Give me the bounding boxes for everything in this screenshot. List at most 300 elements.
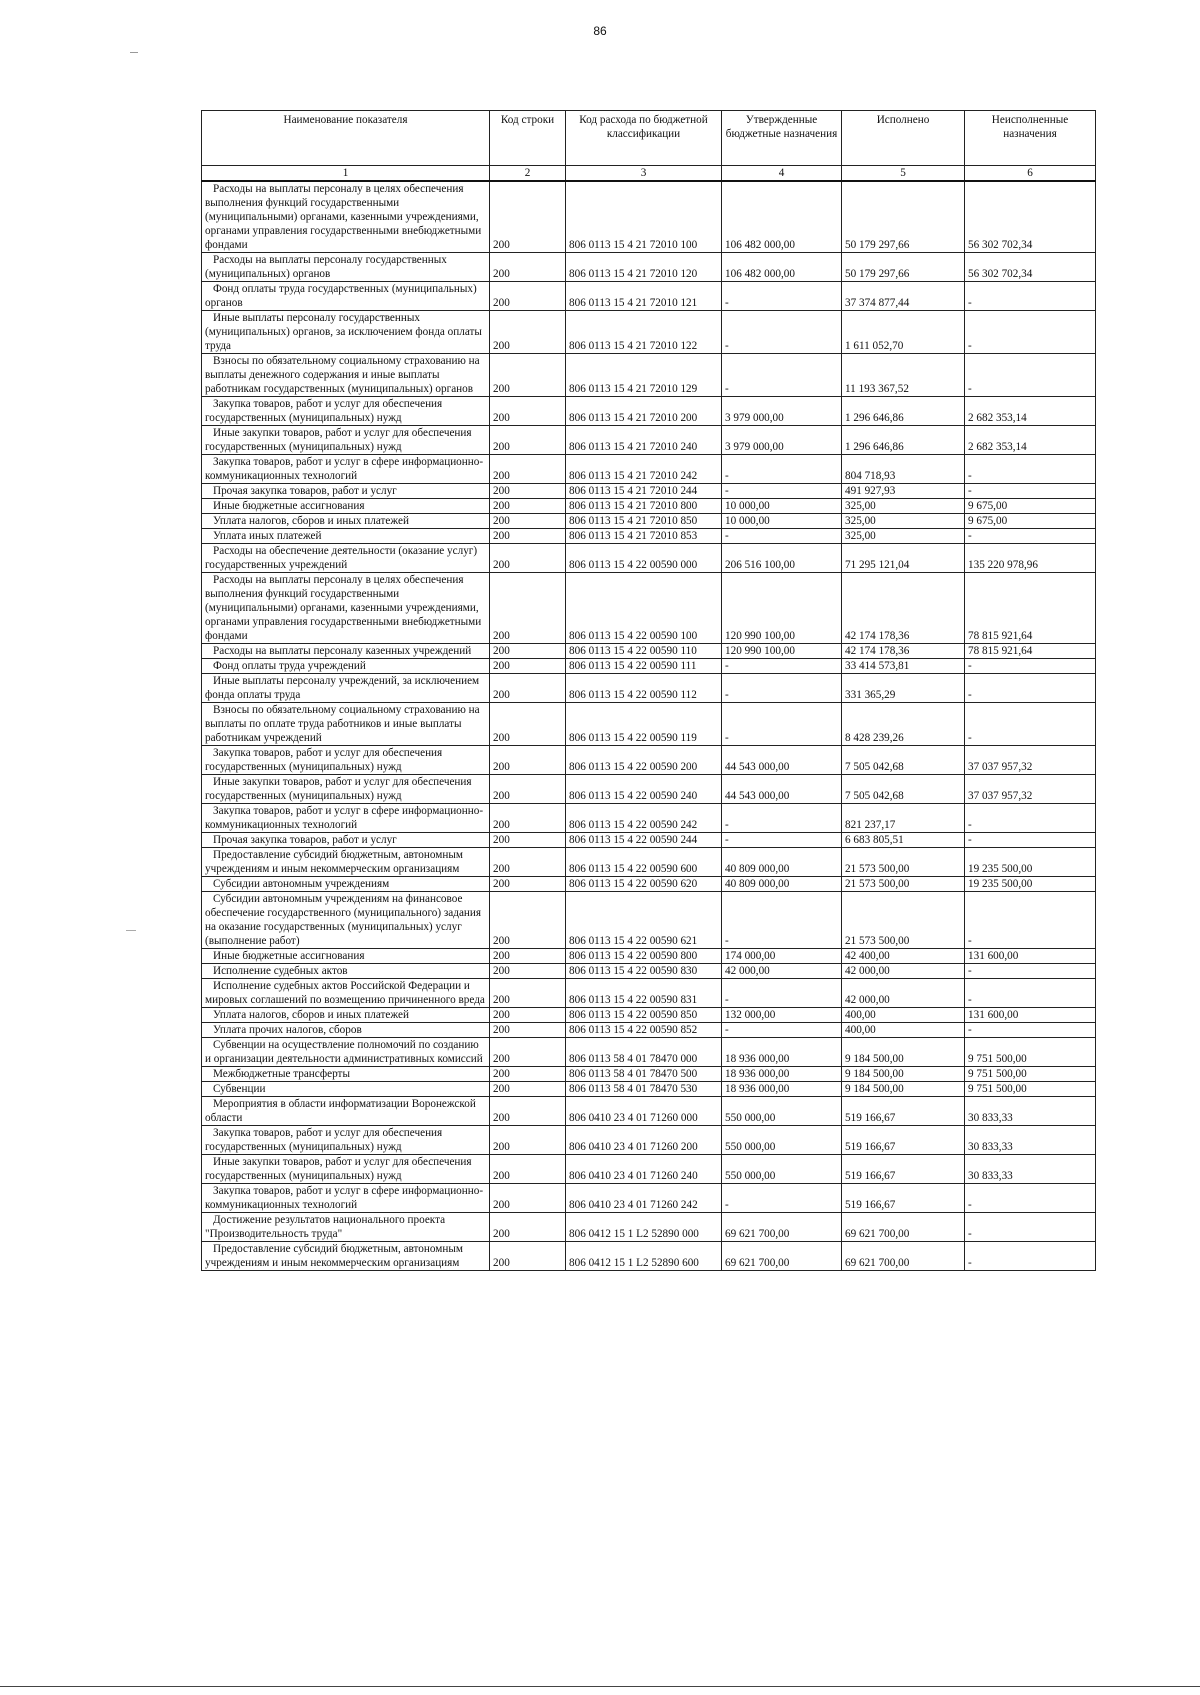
header-indicator-name: Наименование показателя [202,111,490,166]
budget-code: 806 0410 23 4 01 71260 200 [566,1126,722,1155]
indicator-name [202,573,490,644]
unexecuted-amount: 37 037 957,32 [965,746,1096,775]
page-bottom-rule [0,1686,1200,1687]
line-code: 200 [490,804,566,833]
line-code: 200 [490,1184,566,1213]
executed-amount: 21 573 500,00 [842,848,965,877]
line-code: 200 [490,484,566,499]
indicator-name [202,1242,490,1271]
budget-code: 806 0113 15 4 22 00590 850 [566,1008,722,1023]
unexecuted-amount: - [965,484,1096,499]
approved-amount: 42 000,00 [722,964,842,979]
indicator-name [202,1097,490,1126]
table-row [202,703,1096,746]
budget-code: 806 0412 15 1 L2 52890 600 [566,1242,722,1271]
line-code: 200 [490,1008,566,1023]
unexecuted-amount: 19 235 500,00 [965,848,1096,877]
indicator-name [202,1008,490,1023]
table-row [202,979,1096,1008]
executed-amount: 69 621 700,00 [842,1213,965,1242]
budget-code: 806 0113 15 4 21 72010 244 [566,484,722,499]
table-row [202,1023,1096,1038]
unexecuted-amount: 30 833,33 [965,1097,1096,1126]
table-row [202,1155,1096,1184]
report-body [202,181,1096,1271]
indicator-name-text: Закупка товаров, работ и услуг в сфере информационно-коммуникационных технологий [205,1185,484,1211]
unexecuted-amount: - [965,674,1096,703]
approved-amount: - [722,311,842,354]
budget-code: 806 0410 23 4 01 71260 000 [566,1097,722,1126]
line-code: 200 [490,659,566,674]
approved-amount: - [722,833,842,848]
indicator-name [202,529,490,544]
indicator-name-text: Закупка товаров, работ и услуг в сфере информационно-коммуникационных технологий [205,805,484,831]
budget-code: 806 0113 15 4 21 72010 120 [566,253,722,282]
unexecuted-amount: 19 235 500,00 [965,877,1096,892]
indicator-name-text: Взносы по обязательному социальному страхованию на выплаты по оплате труда работников и иные выплаты работникам учреждений [205,704,480,744]
executed-amount: 9 184 500,00 [842,1082,965,1097]
indicator-name-text: Предоставление субсидий бюджетным, автономным учреждениям и иным некоммерческим организациям [205,1243,463,1269]
table-row [202,1038,1096,1067]
executed-amount: 325,00 [842,514,965,529]
unexecuted-amount: 9 751 500,00 [965,1082,1096,1097]
executed-amount: 519 166,67 [842,1097,965,1126]
indicator-name-text: Взносы по обязательному социальному страхованию на выплаты денежного содержания и иные выплаты работникам государственных (муниципальных) органов [205,355,480,395]
budget-code: 806 0113 15 4 21 72010 121 [566,282,722,311]
indicator-name [202,644,490,659]
line-code: 200 [490,1067,566,1082]
table-row [202,397,1096,426]
budget-code: 806 0113 15 4 22 00590 112 [566,674,722,703]
indicator-name [202,659,490,674]
approved-amount: 18 936 000,00 [722,1082,842,1097]
table-row [202,833,1096,848]
indicator-name [202,514,490,529]
indicator-name-text: Иные бюджетные ассигнования [213,950,365,962]
table-row [202,282,1096,311]
indicator-name-text: Иные выплаты персоналу государственных (муниципальных) органов, за исключением фонда оплаты труда [205,312,482,352]
indicator-name-text: Уплата прочих налогов, сборов [213,1024,362,1036]
indicator-name-text: Субсидии автономным учреждениям [213,878,390,890]
unexecuted-amount: - [965,311,1096,354]
budget-code: 806 0113 58 4 01 78470 000 [566,1038,722,1067]
table-row [202,775,1096,804]
header-unexecuted: Неисполненные назначения [965,111,1096,166]
indicator-name [202,848,490,877]
budget-code: 806 0412 15 1 L2 52890 000 [566,1213,722,1242]
header-budget-code: Код расхода по бюджетной классификации [566,111,722,166]
approved-amount: 44 543 000,00 [722,775,842,804]
indicator-name [202,181,490,253]
executed-amount: 804 718,93 [842,455,965,484]
approved-amount: - [722,1184,842,1213]
indicator-name-text: Исполнение судебных актов Российской Федерации и мировых соглашений по возмещению причиненного вреда [205,980,485,1006]
table-row [202,1097,1096,1126]
line-code: 200 [490,892,566,949]
line-code: 200 [490,1155,566,1184]
budget-code: 806 0113 15 4 21 72010 850 [566,514,722,529]
approved-amount: 174 000,00 [722,949,842,964]
budget-code: 806 0113 15 4 21 72010 853 [566,529,722,544]
executed-amount: 71 295 121,04 [842,544,965,573]
executed-amount: 7 505 042,68 [842,746,965,775]
approved-amount: 106 482 000,00 [722,253,842,282]
executed-amount: 50 179 297,66 [842,253,965,282]
column-number: 3 [566,166,722,182]
indicator-name [202,964,490,979]
indicator-name [202,354,490,397]
line-code: 200 [490,499,566,514]
indicator-name-text: Межбюджетные трансферты [213,1068,350,1080]
line-code: 200 [490,1242,566,1271]
approved-amount: 3 979 000,00 [722,397,842,426]
scan-mark [130,52,138,53]
executed-amount: 50 179 297,66 [842,181,965,253]
executed-amount: 33 414 573,81 [842,659,965,674]
budget-code: 806 0113 15 4 21 72010 242 [566,455,722,484]
indicator-name-text: Иные бюджетные ассигнования [213,500,365,512]
indicator-name-text: Закупка товаров, работ и услуг для обеспечения государственных (муниципальных) нужд [205,747,443,773]
approved-amount: 18 936 000,00 [722,1067,842,1082]
executed-amount: 42 174 178,36 [842,644,965,659]
executed-amount: 519 166,67 [842,1155,965,1184]
budget-code: 806 0113 15 4 21 72010 100 [566,181,722,253]
unexecuted-amount: 56 302 702,34 [965,253,1096,282]
unexecuted-amount: 37 037 957,32 [965,775,1096,804]
approved-amount: - [722,1023,842,1038]
line-code: 200 [490,703,566,746]
executed-amount: 9 184 500,00 [842,1038,965,1067]
indicator-name-text: Иные закупки товаров, работ и услуг для обеспечения государственных (муниципальных) нужд [205,1156,472,1182]
indicator-name [202,892,490,949]
indicator-name-text: Мероприятия в области информатизации Воронежской области [205,1098,476,1124]
approved-amount: - [722,979,842,1008]
line-code: 200 [490,426,566,455]
indicator-name [202,499,490,514]
unexecuted-amount: - [965,1023,1096,1038]
approved-amount: 106 482 000,00 [722,181,842,253]
table-row [202,1242,1096,1271]
indicator-name [202,544,490,573]
indicator-name-text: Расходы на выплаты персоналу государственных (муниципальных) органов [205,254,447,280]
unexecuted-amount: - [965,1184,1096,1213]
indicator-name-text: Исполнение судебных актов [213,965,348,977]
executed-amount: 6 683 805,51 [842,833,965,848]
approved-amount: 10 000,00 [722,499,842,514]
table-row [202,674,1096,703]
approved-amount: 550 000,00 [722,1097,842,1126]
budget-code: 806 0113 58 4 01 78470 530 [566,1082,722,1097]
indicator-name-text: Расходы на выплаты персоналу в целях обеспечения выполнения функций государственными (муниципальными) органами, казенными учреждениями, органами управления государственными внебюджетными фондами [205,574,482,642]
executed-amount: 325,00 [842,499,965,514]
unexecuted-amount: - [965,1213,1096,1242]
indicator-name [202,1213,490,1242]
executed-amount: 400,00 [842,1008,965,1023]
line-code: 200 [490,1097,566,1126]
executed-amount: 7 505 042,68 [842,775,965,804]
line-code: 200 [490,544,566,573]
executed-amount: 21 573 500,00 [842,877,965,892]
indicator-name-text: Расходы на выплаты персоналу в целях обеспечения выполнения функций государственными (муниципальными) органами, казенными учреждениями, органами управления государственными внебюджетными фондами [205,183,482,251]
table-row [202,644,1096,659]
table-row [202,253,1096,282]
budget-code: 806 0410 23 4 01 71260 242 [566,1184,722,1213]
budget-code: 806 0113 15 4 22 00590 620 [566,877,722,892]
indicator-name [202,1155,490,1184]
line-code: 200 [490,775,566,804]
unexecuted-amount: 78 815 921,64 [965,573,1096,644]
approved-amount: - [722,455,842,484]
table-row [202,354,1096,397]
budget-code: 806 0113 58 4 01 78470 500 [566,1067,722,1082]
column-number: 2 [490,166,566,182]
approved-amount: 550 000,00 [722,1155,842,1184]
indicator-name-text: Закупка товаров, работ и услуг для обеспечения государственных (муниципальных) нужд [205,1127,443,1153]
approved-amount: 132 000,00 [722,1008,842,1023]
indicator-name [202,804,490,833]
approved-amount: 40 809 000,00 [722,848,842,877]
table-row [202,1067,1096,1082]
budget-code: 806 0113 15 4 22 00590 831 [566,979,722,1008]
table-row [202,484,1096,499]
budget-code: 806 0113 15 4 22 00590 111 [566,659,722,674]
indicator-name-text: Субвенции [213,1083,266,1095]
executed-amount: 42 174 178,36 [842,573,965,644]
column-number: 6 [965,166,1096,182]
unexecuted-amount: 135 220 978,96 [965,544,1096,573]
line-code: 200 [490,397,566,426]
executed-amount: 42 000,00 [842,964,965,979]
page-number: 86 [593,24,607,38]
approved-amount: 69 621 700,00 [722,1242,842,1271]
indicator-name [202,1067,490,1082]
indicator-name [202,833,490,848]
unexecuted-amount: - [965,979,1096,1008]
table-row [202,529,1096,544]
approved-amount: - [722,703,842,746]
budget-code: 806 0113 15 4 22 00590 244 [566,833,722,848]
indicator-name [202,746,490,775]
approved-amount: - [722,892,842,949]
budget-code: 806 0113 15 4 21 72010 800 [566,499,722,514]
executed-amount: 1 296 646,86 [842,426,965,455]
line-code: 200 [490,1126,566,1155]
budget-report-table [201,110,1096,1271]
indicator-name [202,1126,490,1155]
unexecuted-amount: - [965,1242,1096,1271]
line-code: 200 [490,573,566,644]
unexecuted-amount: 9 675,00 [965,499,1096,514]
approved-amount: 3 979 000,00 [722,426,842,455]
unexecuted-amount: 30 833,33 [965,1155,1096,1184]
indicator-name [202,877,490,892]
line-code: 200 [490,746,566,775]
unexecuted-amount: - [965,455,1096,484]
executed-amount: 8 428 239,26 [842,703,965,746]
line-code: 200 [490,848,566,877]
indicator-name [202,949,490,964]
budget-code: 806 0113 15 4 22 00590 621 [566,892,722,949]
header-row [202,111,1096,166]
indicator-name [202,1184,490,1213]
table-row [202,1213,1096,1242]
table-row [202,1184,1096,1213]
table-row [202,848,1096,877]
indicator-name-text: Уплата налогов, сборов и иных платежей [213,1009,409,1021]
unexecuted-amount: 131 600,00 [965,1008,1096,1023]
budget-code: 806 0113 15 4 22 00590 852 [566,1023,722,1038]
indicator-name [202,1038,490,1067]
line-code: 200 [490,455,566,484]
indicator-name [202,426,490,455]
unexecuted-amount: - [965,703,1096,746]
budget-code: 806 0113 15 4 22 00590 240 [566,775,722,804]
approved-amount: 44 543 000,00 [722,746,842,775]
indicator-name-text: Субвенции на осуществление полномочий по созданию и организации деятельности административных комиссий [205,1039,483,1065]
unexecuted-amount: 78 815 921,64 [965,644,1096,659]
indicator-name [202,1023,490,1038]
line-code: 200 [490,1082,566,1097]
indicator-name [202,253,490,282]
table-row [202,181,1096,253]
unexecuted-amount: - [965,659,1096,674]
budget-code: 806 0113 15 4 22 00590 119 [566,703,722,746]
line-code: 200 [490,354,566,397]
column-number-row [202,166,1096,182]
unexecuted-amount: 56 302 702,34 [965,181,1096,253]
table-row [202,544,1096,573]
approved-amount: - [722,674,842,703]
indicator-name-text: Предоставление субсидий бюджетным, автономным учреждениям и иным некоммерческим организациям [205,849,463,875]
executed-amount: 491 927,93 [842,484,965,499]
budget-code: 806 0113 15 4 22 00590 800 [566,949,722,964]
executed-amount: 519 166,67 [842,1184,965,1213]
line-code: 200 [490,949,566,964]
unexecuted-amount: - [965,282,1096,311]
approved-amount: - [722,659,842,674]
indicator-name [202,455,490,484]
approved-amount: 206 516 100,00 [722,544,842,573]
unexecuted-amount: - [965,804,1096,833]
budget-code: 806 0113 15 4 21 72010 122 [566,311,722,354]
table-row [202,426,1096,455]
indicator-name-text: Иные закупки товаров, работ и услуг для обеспечения государственных (муниципальных) нужд [205,776,472,802]
line-code: 200 [490,833,566,848]
indicator-name-text: Достижение результатов национального проекта "Производительность труда" [205,1214,446,1240]
line-code: 200 [490,1023,566,1038]
executed-amount: 821 237,17 [842,804,965,833]
indicator-name [202,1082,490,1097]
executed-amount: 519 166,67 [842,1126,965,1155]
unexecuted-amount: - [965,892,1096,949]
table-row [202,499,1096,514]
line-code: 200 [490,964,566,979]
executed-amount: 331 365,29 [842,674,965,703]
indicator-name-text: Субсидии автономным учреждениям на финансовое обеспечение государственного (муниципального) задания на оказание государственных (муниципальных) услуг (выполнение работ) [205,893,482,947]
budget-code: 806 0410 23 4 01 71260 240 [566,1155,722,1184]
unexecuted-amount: 9 675,00 [965,514,1096,529]
line-code: 200 [490,644,566,659]
indicator-name-text: Иные выплаты персоналу учреждений, за исключением фонда оплаты труда [205,675,480,701]
indicator-name [202,311,490,354]
unexecuted-amount: 2 682 353,14 [965,397,1096,426]
table-row [202,892,1096,949]
line-code: 200 [490,514,566,529]
approved-amount: 550 000,00 [722,1126,842,1155]
approved-amount: - [722,529,842,544]
executed-amount: 1 296 646,86 [842,397,965,426]
executed-amount: 9 184 500,00 [842,1067,965,1082]
indicator-name-text: Иные закупки товаров, работ и услуг для обеспечения государственных (муниципальных) нужд [205,427,472,453]
line-code: 200 [490,253,566,282]
budget-code: 806 0113 15 4 22 00590 200 [566,746,722,775]
header-approved: Утвержденные бюджетные назначения [722,111,842,166]
indicator-name [202,397,490,426]
indicator-name-text: Уплата налогов, сборов и иных платежей [213,515,409,527]
approved-amount: 10 000,00 [722,514,842,529]
indicator-name-text: Закупка товаров, работ и услуг в сфере информационно-коммуникационных технологий [205,456,484,482]
executed-amount: 21 573 500,00 [842,892,965,949]
table-row [202,1008,1096,1023]
line-code: 200 [490,282,566,311]
budget-code: 806 0113 15 4 21 72010 129 [566,354,722,397]
table-row [202,1082,1096,1097]
executed-amount: 42 400,00 [842,949,965,964]
line-code: 200 [490,674,566,703]
budget-code: 806 0113 15 4 21 72010 200 [566,397,722,426]
budget-code: 806 0113 15 4 22 00590 242 [566,804,722,833]
indicator-name [202,674,490,703]
column-number: 5 [842,166,965,182]
unexecuted-amount: 9 751 500,00 [965,1067,1096,1082]
approved-amount: - [722,282,842,311]
indicator-name-text: Прочая закупка товаров, работ и услуг [213,485,397,497]
budget-code: 806 0113 15 4 22 00590 000 [566,544,722,573]
table-row [202,804,1096,833]
approved-amount: 18 936 000,00 [722,1038,842,1067]
approved-amount: 120 990 100,00 [722,573,842,644]
table-row [202,1126,1096,1155]
indicator-name [202,775,490,804]
indicator-name-text: Расходы на обеспечение деятельности (оказание услуг) государственных учреждений [205,545,478,571]
executed-amount: 37 374 877,44 [842,282,965,311]
table-row [202,659,1096,674]
column-number: 1 [202,166,490,182]
approved-amount: 40 809 000,00 [722,877,842,892]
indicator-name-text: Закупка товаров, работ и услуг для обеспечения государственных (муниципальных) нужд [205,398,443,424]
approved-amount: - [722,484,842,499]
unexecuted-amount: - [965,964,1096,979]
indicator-name-text: Расходы на выплаты персоналу казенных учреждений [213,645,472,657]
budget-code: 806 0113 15 4 22 00590 100 [566,573,722,644]
line-code: 200 [490,877,566,892]
table-row [202,311,1096,354]
approved-amount: 69 621 700,00 [722,1213,842,1242]
indicator-name [202,282,490,311]
table-row [202,964,1096,979]
indicator-name-text: Фонд оплаты труда государственных (муниципальных) органов [205,283,477,309]
table-row [202,455,1096,484]
unexecuted-amount: 9 751 500,00 [965,1038,1096,1067]
budget-code: 806 0113 15 4 22 00590 600 [566,848,722,877]
line-code: 200 [490,1038,566,1067]
table-row [202,949,1096,964]
budget-code: 806 0113 15 4 21 72010 240 [566,426,722,455]
unexecuted-amount: 2 682 353,14 [965,426,1096,455]
scan-mark [126,930,136,931]
budget-code: 806 0113 15 4 22 00590 830 [566,964,722,979]
approved-amount: 120 990 100,00 [722,644,842,659]
